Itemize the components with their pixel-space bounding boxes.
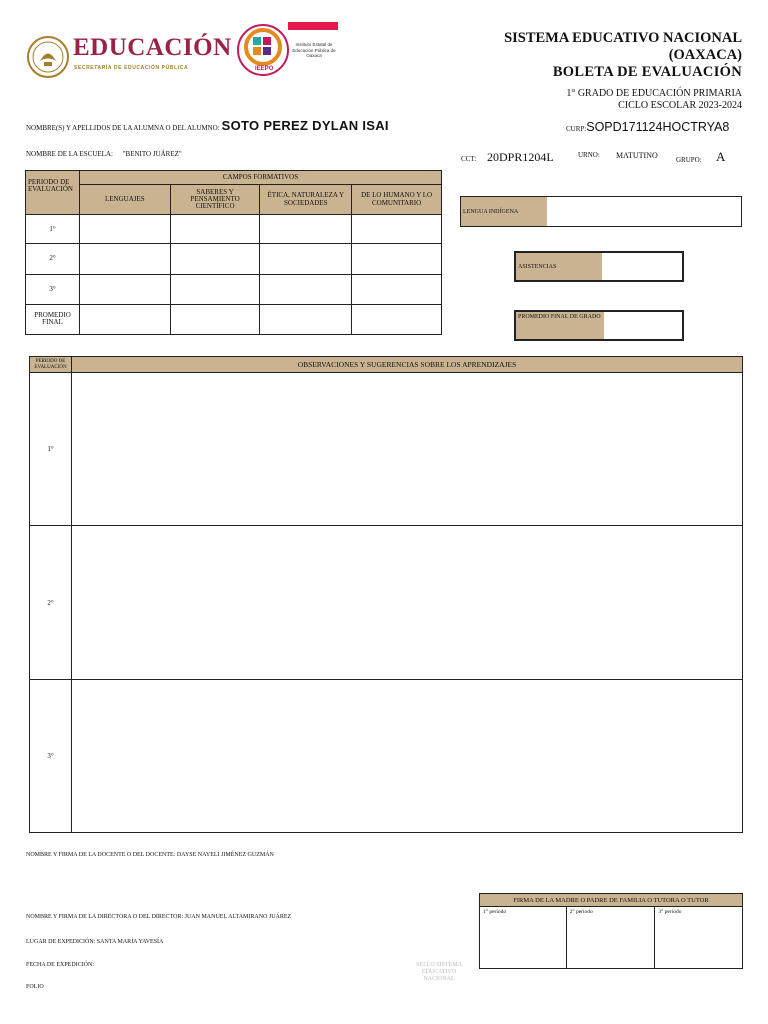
director-signature: NOMBRE Y FIRMA DE LA DIRECTORA O DEL DIRECTOR: JUAN MANUEL ALTAMIRANO JUÁREZ — [26, 914, 292, 920]
grade-cell[interactable] — [170, 244, 260, 274]
period-label: 2° periodo — [569, 909, 593, 915]
title-line-3: BOLETA DE EVALUACIÓN — [552, 64, 742, 80]
grades-row-label: 2° — [26, 244, 80, 274]
parent-signature-header: FIRMA DE LA MADRE O PADRE DE FAMILIA O TUTORA O TUTOR — [480, 894, 743, 907]
parent-signature-cell[interactable] — [480, 907, 567, 969]
grade-line: 1° GRADO DE EDUCACIÓN PRIMARIA — [566, 88, 742, 99]
grade-info — [442, 88, 742, 111]
observation-cell[interactable] — [72, 680, 743, 833]
period-label: 3° periodo — [658, 909, 682, 915]
grades-col-header: LENGUAJES — [79, 185, 170, 215]
turno-label: URNO: — [578, 151, 600, 159]
lengua-indigena-label: LENGUA INDÍGENA — [461, 197, 547, 226]
fecha-expedicion: FECHA DE EXPEDICIÓN: — [26, 962, 95, 968]
asistencias-label: ASISTENCIAS — [516, 253, 602, 280]
lengua-indigena-box — [460, 196, 742, 227]
grade-cell[interactable] — [79, 274, 170, 304]
ieepo-logo — [236, 22, 346, 78]
grade-cell[interactable] — [352, 215, 442, 244]
parent-signature-cell[interactable] — [655, 907, 743, 969]
student-name: SOTO PEREZ DYLAN ISAI — [221, 118, 389, 133]
sep-logo-title: EDUCACIÓN — [73, 34, 232, 61]
promedio-final-label: PROMEDIO FINAL DE GRADO — [516, 312, 604, 339]
observations-table — [29, 356, 743, 833]
curp-row — [566, 118, 729, 136]
grade-cell[interactable] — [260, 304, 352, 334]
grade-cell[interactable] — [79, 244, 170, 274]
grades-period-header: PERIODO DE EVALUACIÓN — [26, 171, 80, 215]
observations-row-label: 3° — [30, 680, 72, 833]
curp-value: SOPD171124HOCTRYA8 — [586, 120, 730, 134]
observation-cell[interactable] — [72, 526, 743, 680]
document-title — [442, 30, 742, 81]
grade-cell[interactable] — [260, 215, 352, 244]
ieepo-logo-caption: Instituto Estatal de Educación Pública de Oaxaca — [292, 42, 336, 58]
observations-row-label: 1° — [30, 373, 72, 526]
grades-col-header: SABERES Y PENSAMIENTO CIENTÍFICO — [170, 185, 260, 215]
grupo-label: GRUPO: — [676, 156, 702, 164]
grades-row-label: PROMEDIO FINAL — [26, 304, 80, 334]
docente-signature: NOMBRE Y FIRMA DE LA DOCENTE O DEL DOCENTE: DAYSE NAYELI JIMÉNEZ GUZMÁN — [26, 852, 274, 858]
observation-cell[interactable] — [72, 373, 743, 526]
turno-value: MATUTINO — [616, 151, 658, 160]
lengua-indigena-field[interactable] — [547, 197, 741, 226]
grade-cell[interactable] — [260, 244, 352, 274]
grade-cell[interactable] — [352, 274, 442, 304]
sep-logo-subtitle: SECRETARÍA DE EDUCACIÓN PÚBLICA — [74, 65, 189, 71]
grades-group-header: CAMPOS FORMATIVOS — [79, 171, 441, 185]
grades-row-label: 3° — [26, 274, 80, 304]
promedio-final-box — [514, 310, 684, 341]
observations-period-header: PERIODO DE EVALUACIÓN — [30, 357, 72, 373]
ieepo-logo-bar — [288, 22, 338, 30]
grades-col-header: DE LO HUMANO Y LO COMUNITARIO — [352, 185, 442, 215]
grade-cell[interactable] — [170, 274, 260, 304]
ieepo-logo-name: IEEPO — [255, 66, 274, 72]
lugar-expedicion: LUGAR DE EXPEDICIÓN: SANTA MARÍA YAVESÍA — [26, 939, 164, 945]
title-line-2: (OAXACA) — [668, 47, 742, 63]
grade-cell[interactable] — [352, 244, 442, 274]
school-label: NOMBRE DE LA ESCUELA: — [26, 150, 113, 158]
sep-logo — [26, 34, 232, 80]
cct-label: CCT: — [461, 155, 477, 163]
grade-cell[interactable] — [352, 304, 442, 334]
title-line-1: SISTEMA EDUCATIVO NACIONAL — [504, 30, 742, 46]
cycle-line: CICLO ESCOLAR 2023-2024 — [618, 99, 742, 111]
grade-cell[interactable] — [170, 215, 260, 244]
cct-value: 20DPR1204L — [487, 150, 554, 164]
curp-label: CURP: — [566, 125, 587, 133]
grade-cell[interactable] — [79, 304, 170, 334]
grupo-value: A — [716, 149, 726, 164]
student-name-row — [26, 117, 389, 135]
school-name: "BENITO JUÁREZ" — [122, 150, 182, 158]
period-label: 1° periodo — [483, 909, 507, 915]
folio: FOLIO — [26, 984, 44, 990]
student-name-label: NOMBRE(S) Y APELLIDOS DE LA ALUMNA O DEL ALUMNO: — [26, 124, 220, 132]
school-row — [26, 150, 182, 158]
grade-cell[interactable] — [260, 274, 352, 304]
grade-cell[interactable] — [79, 215, 170, 244]
grades-table — [25, 170, 442, 335]
grades-col-header: ÉTICA, NATURALEZA Y SOCIEDADES — [260, 185, 352, 215]
observations-header: OBSERVACIONES Y SUGERENCIAS SOBRE LOS APRENDIZAJES — [72, 357, 743, 373]
parent-signature-cell[interactable] — [566, 907, 655, 969]
promedio-final-field[interactable] — [604, 312, 682, 339]
parent-signature-table — [479, 893, 743, 969]
mexico-seal-icon — [26, 34, 70, 80]
asistencias-field[interactable] — [602, 253, 682, 280]
grade-cell[interactable] — [170, 304, 260, 334]
sello-watermark: SELLO SISTEMA EDUCATIVO NACIONAL — [416, 962, 462, 982]
grades-row-label: 1° — [26, 215, 80, 244]
asistencias-box — [514, 251, 684, 282]
observations-row-label: 2° — [30, 526, 72, 680]
